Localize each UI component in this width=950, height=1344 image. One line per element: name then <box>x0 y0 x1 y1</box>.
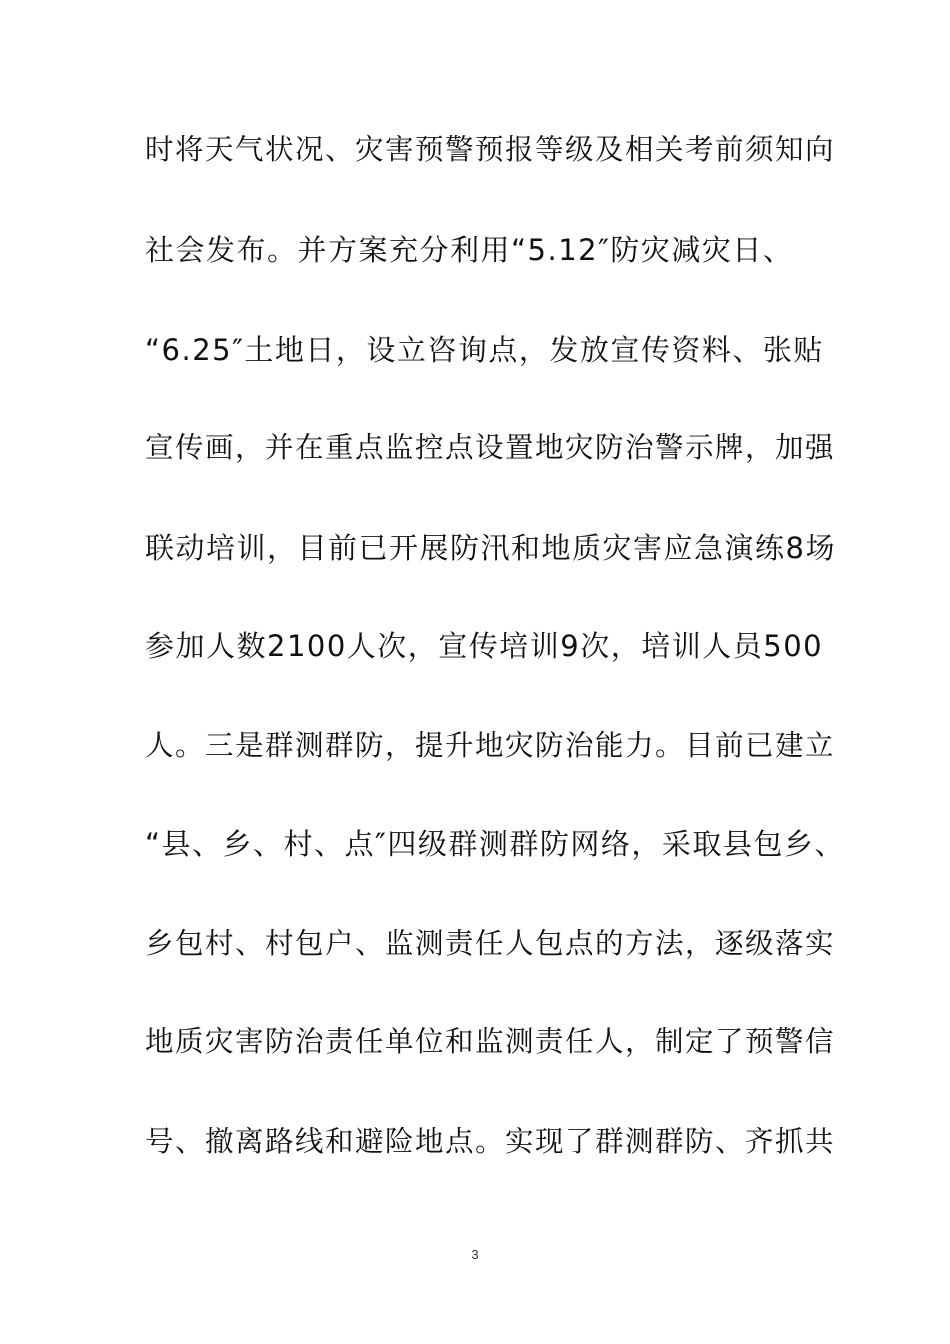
body-text-line: 地质灾害防治责任单位和监测责任人，制定了预警信 <box>145 1025 836 1058</box>
body-text-line: 宣传画，并在重点监控点设置地灾防治警示牌，加强 <box>145 431 836 464</box>
body-text-line: 联动培训，目前已开展防汛和地质灾害应急演练8场 <box>145 531 836 565</box>
body-text-line: 社会发布。并方案充分利用“5.12″防灾减灾日、 <box>145 233 794 267</box>
body-text-line: “县、乡、村、点″四级群测群防网络，采取县包乡、 <box>145 827 845 861</box>
body-text-line: 参加人数2100人次，宣传培训9次，培训人员500 <box>145 629 824 663</box>
page-number: 3 <box>471 1247 479 1262</box>
body-text-line: 时将天气状况、灾害预警预报等级及相关考前须知向 <box>145 133 836 166</box>
body-text-line: 号、撤离路线和避险地点。实现了群测群防、齐抓共 <box>145 1125 836 1158</box>
body-text-line: 乡包村、村包户、监测责任人包点的方法，逐级落实 <box>145 927 836 960</box>
body-text-line: 人。三是群测群防，提升地灾防治能力。目前已建立 <box>145 729 836 762</box>
body-text-line: “6.25″土地日，设立咨询点，发放宣传资料、张贴 <box>145 333 824 367</box>
